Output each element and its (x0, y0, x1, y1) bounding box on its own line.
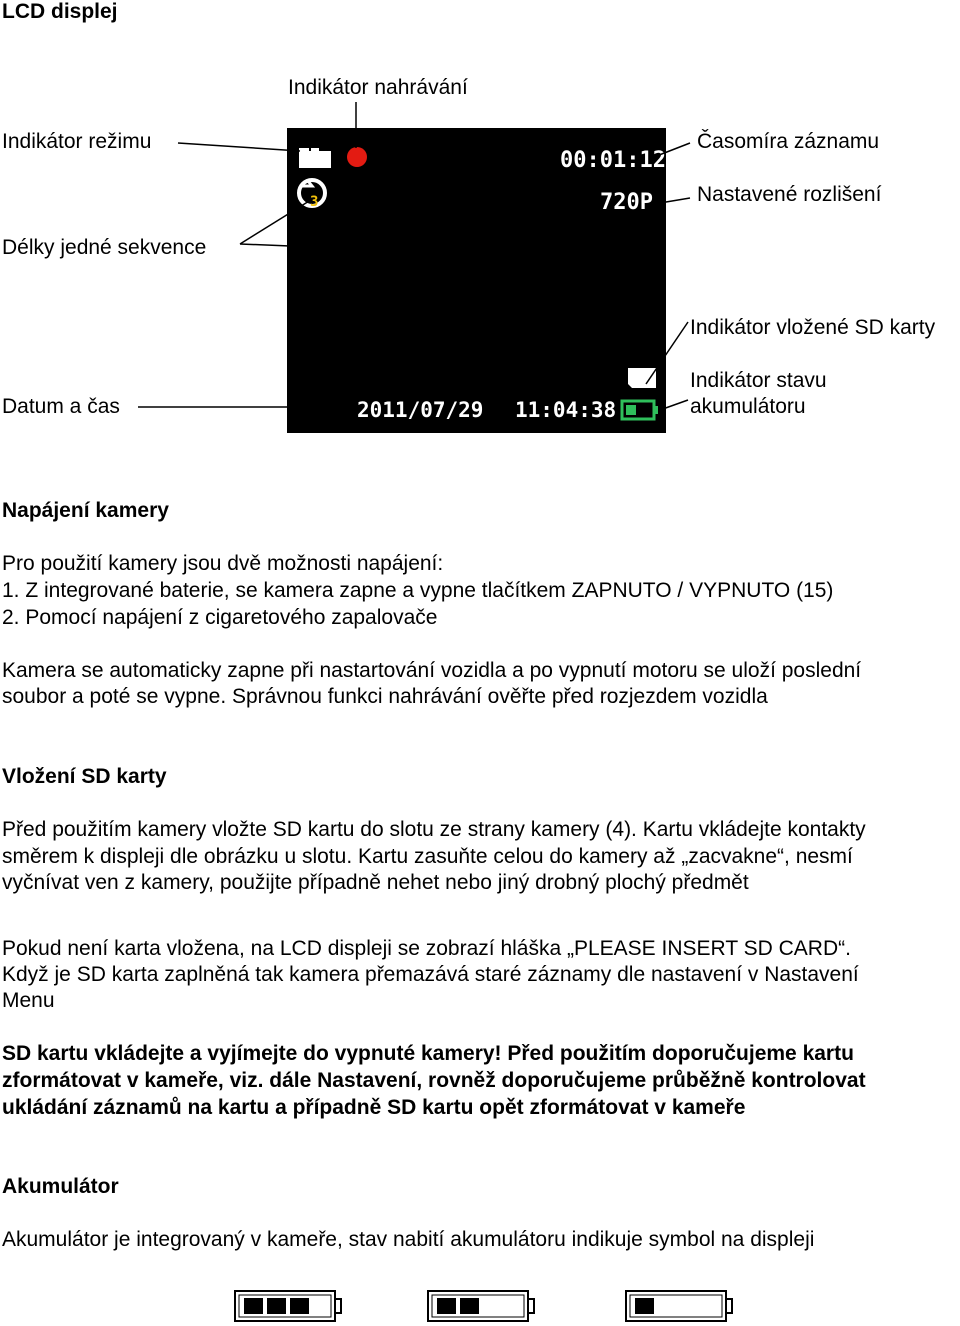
sd-p1-line-2: vyčnívat ven z kamery, použijte případně nehet nebo jiný drobný plochý předmět (2, 871, 749, 894)
battery-segment (290, 1298, 309, 1314)
power-line-1: 1. Z integrované baterie, se kamera zapne a vypne tlačítkem ZAPNUTO / VYPNUTO (15) (2, 579, 834, 602)
sd-heading: Vložení SD karty (2, 765, 167, 788)
power-heading: Napájení kamery (2, 499, 169, 522)
sd-p1-line-1: směrem k displeji dle obrázku u slotu. Kartu zasuňte celou do kamery až „zacvakne“, nesmí (2, 845, 853, 868)
label-sd-indicator: Indikátor vložené SD karty (690, 316, 936, 339)
battery-level-2-icon (426, 1289, 536, 1323)
lcd-sequence-value: 3 (310, 194, 319, 210)
power-para-1: Kamera se automaticky zapne při nastartování vozidla a po vypnutí motoru se uloží poslední (2, 659, 862, 682)
lcd-resolution: 720P (600, 190, 653, 215)
sd-p3-line-0: SD kartu vkládejte a vyjímejte do vypnuté kamery! Před použitím doporučujeme kartu (2, 1042, 854, 1065)
battery-heading: Akumulátor (2, 1175, 119, 1198)
callout-lines (0, 0, 960, 460)
sd-p2-line-0: Pokud není karta vložena, na LCD displeji se zobrazí hláška „PLEASE INSERT SD CARD“. (2, 937, 851, 960)
sd-p2-line-1: Když je SD karta zaplněná tak kamera přemazává staré záznamy dle nastavení v Nastavení (2, 963, 859, 986)
power-para-2: soubor a poté se vypne. Správnou funkci nahrávání ověřte před rozjezdem vozidla (2, 685, 768, 708)
lcd-time: 11:04:38 (515, 398, 617, 422)
battery-segment (635, 1298, 654, 1314)
label-battery-state-2: akumulátoru (690, 395, 806, 418)
sd-p1-line-0: Před použitím kamery vložte SD kartu do slotu ze strany kamery (4). Kartu vkládejte kontakty (2, 818, 866, 841)
label-timer: Časomíra záznamu (697, 130, 880, 153)
label-datetime: Datum a čas (2, 395, 120, 418)
label-battery-state-1: Indikátor stavu (690, 369, 827, 392)
battery-level-3-icon (233, 1289, 343, 1323)
label-resolution: Nastavené rozlišení (697, 183, 882, 206)
battery-segment (460, 1298, 479, 1314)
label-recording-indicator: Indikátor nahrávání (288, 76, 468, 99)
sd-p2-line-2: Menu (2, 989, 55, 1012)
sd-p3-line-2: ukládání záznamů na kartu a případně SD kartu opět zformátovat v kameře (2, 1096, 746, 1119)
label-sequence-length: Délky jedné sekvence (2, 236, 207, 259)
lcd-heading: LCD displej (2, 0, 118, 23)
battery-text: Akumulátor je integrovaný v kameře, stav nabití akumulátoru indikuje symbol na displeji (2, 1228, 815, 1251)
battery-segment (437, 1298, 456, 1314)
label-mode-indicator: Indikátor režimu (2, 130, 152, 153)
battery-level-1-icon (624, 1289, 734, 1323)
power-line-0: Pro použití kamery jsou dvě možnosti napájení: (2, 552, 444, 575)
power-line-2: 2. Pomocí napájení z cigaretového zapalovače (2, 606, 438, 629)
lcd-date: 2011/07/29 (357, 398, 484, 422)
battery-segment (267, 1298, 286, 1314)
sd-p3-line-1: zformátovat v kameře, viz. dále Nastavení, rovněž doporučujeme průběžně kontrolovat (2, 1069, 866, 1092)
lcd-timer: 00:01:12 (560, 148, 666, 173)
battery-segment (244, 1298, 263, 1314)
